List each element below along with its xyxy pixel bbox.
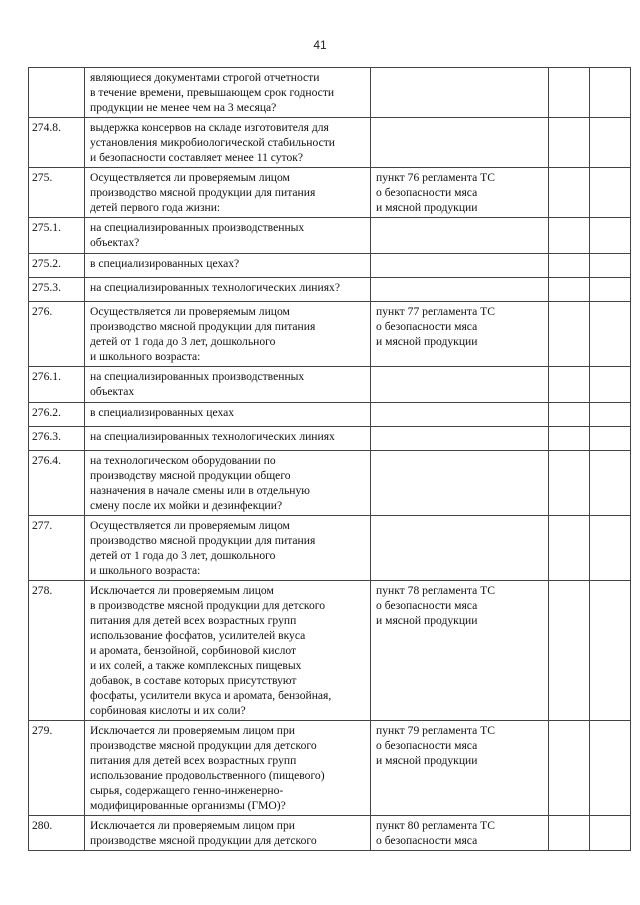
question-text: в специализированных цехах bbox=[85, 403, 371, 427]
regulation-reference bbox=[371, 403, 549, 427]
table-row bbox=[29, 118, 631, 168]
regulation-reference bbox=[371, 254, 549, 278]
question-text: Исключается ли проверяемым лицом в производстве мясной продукции для детского питания для детей всех возрастных групп использование фосфатов, усилителей вкуса и аромата, бензойной, сорбиновой кислот и их солей, а также комплексных пищевых добавок, в составе которых присутствуют фосфаты, усилители вкуса и аромата, бензойная, сорбиновая кислоты и их соли? bbox=[85, 581, 371, 721]
question-text: Осуществляется ли проверяемым лицом производство мясной продукции для питания детей от 1 года до 3 лет, дошкольного и школьного возраста: bbox=[85, 302, 371, 367]
table-row bbox=[29, 427, 631, 451]
note-cell bbox=[590, 278, 631, 302]
question-text: Исключается ли проверяемым лицом при производстве мясной продукции для детского bbox=[85, 816, 371, 851]
note-cell bbox=[590, 516, 631, 581]
table-row bbox=[29, 581, 631, 721]
item-number: 275.3. bbox=[29, 278, 85, 302]
answer-cell bbox=[549, 367, 590, 403]
answer-cell bbox=[549, 254, 590, 278]
answer-cell bbox=[549, 403, 590, 427]
table-row bbox=[29, 721, 631, 816]
regulation-reference: пункт 77 регламента ТС о безопасности мяса и мясной продукции bbox=[371, 302, 549, 367]
regulation-reference bbox=[371, 118, 549, 168]
table-row bbox=[29, 218, 631, 254]
answer-cell bbox=[549, 168, 590, 218]
note-cell bbox=[590, 451, 631, 516]
table-row bbox=[29, 451, 631, 516]
item-number: 278. bbox=[29, 581, 85, 721]
table-row bbox=[29, 367, 631, 403]
note-cell bbox=[590, 218, 631, 254]
question-text: на технологическом оборудовании по производству мясной продукции общего назначения в начале смены или в отдельную смену после их мойки и дезинфекции? bbox=[85, 451, 371, 516]
note-cell bbox=[590, 302, 631, 367]
checklist-table bbox=[28, 67, 631, 851]
item-number: 276. bbox=[29, 302, 85, 367]
table-row bbox=[29, 68, 631, 118]
answer-cell bbox=[549, 816, 590, 851]
note-cell bbox=[590, 721, 631, 816]
table-row bbox=[29, 816, 631, 851]
item-number: 276.2. bbox=[29, 403, 85, 427]
note-cell bbox=[590, 367, 631, 403]
table-row bbox=[29, 302, 631, 367]
item-number: 279. bbox=[29, 721, 85, 816]
regulation-reference: пункт 80 регламента ТС о безопасности мяса bbox=[371, 816, 549, 851]
item-number bbox=[29, 68, 85, 118]
answer-cell bbox=[549, 68, 590, 118]
item-number: 276.3. bbox=[29, 427, 85, 451]
answer-cell bbox=[549, 302, 590, 367]
answer-cell bbox=[549, 581, 590, 721]
regulation-reference bbox=[371, 451, 549, 516]
question-text: выдержка консервов на складе изготовителя для установления микробиологической стабильности и безопасности составляет менее 11 суток? bbox=[85, 118, 371, 168]
question-text: на специализированных производственных объектах? bbox=[85, 218, 371, 254]
item-number: 274.8. bbox=[29, 118, 85, 168]
note-cell bbox=[590, 427, 631, 451]
question-text: на специализированных технологических линиях? bbox=[85, 278, 371, 302]
question-text: Осуществляется ли проверяемым лицом производство мясной продукции для питания детей первого года жизни: bbox=[85, 168, 371, 218]
regulation-reference: пункт 78 регламента ТС о безопасности мяса и мясной продукции bbox=[371, 581, 549, 721]
question-text: в специализированных цехах? bbox=[85, 254, 371, 278]
table-row bbox=[29, 278, 631, 302]
answer-cell bbox=[549, 278, 590, 302]
regulation-reference bbox=[371, 218, 549, 254]
table-row bbox=[29, 168, 631, 218]
question-text: Осуществляется ли проверяемым лицом производство мясной продукции для питания детей от 1 года до 3 лет, дошкольного и школьного возраста: bbox=[85, 516, 371, 581]
note-cell bbox=[590, 581, 631, 721]
item-number: 276.1. bbox=[29, 367, 85, 403]
regulation-reference bbox=[371, 427, 549, 451]
note-cell bbox=[590, 254, 631, 278]
note-cell bbox=[590, 403, 631, 427]
question-text: Исключается ли проверяемым лицом при производстве мясной продукции для детского питания для детей всех возрастных групп использование продовольственного (пищевого) сырья, содержащего генно-инженерно- модифицированные организмы (ГМО)? bbox=[85, 721, 371, 816]
item-number: 275.2. bbox=[29, 254, 85, 278]
item-number: 275.1. bbox=[29, 218, 85, 254]
regulation-reference bbox=[371, 278, 549, 302]
item-number: 276.4. bbox=[29, 451, 85, 516]
regulation-reference: пункт 76 регламента ТС о безопасности мяса и мясной продукции bbox=[371, 168, 549, 218]
answer-cell bbox=[549, 118, 590, 168]
item-number: 280. bbox=[29, 816, 85, 851]
note-cell bbox=[590, 118, 631, 168]
regulation-reference bbox=[371, 516, 549, 581]
question-text: на специализированных технологических линиях bbox=[85, 427, 371, 451]
table-row bbox=[29, 254, 631, 278]
note-cell bbox=[590, 168, 631, 218]
regulation-reference bbox=[371, 68, 549, 118]
answer-cell bbox=[549, 427, 590, 451]
page-number: 41 bbox=[313, 38, 327, 52]
regulation-reference: пункт 79 регламента ТС о безопасности мяса и мясной продукции bbox=[371, 721, 549, 816]
question-text: на специализированных производственных объектах bbox=[85, 367, 371, 403]
answer-cell bbox=[549, 218, 590, 254]
table-row bbox=[29, 516, 631, 581]
note-cell bbox=[590, 816, 631, 851]
answer-cell bbox=[549, 721, 590, 816]
question-text: являющиеся документами строгой отчетности в течение времени, превышающем срок годности продукции не менее чем на 3 месяца? bbox=[85, 68, 371, 118]
item-number: 275. bbox=[29, 168, 85, 218]
item-number: 277. bbox=[29, 516, 85, 581]
answer-cell bbox=[549, 516, 590, 581]
table-row bbox=[29, 403, 631, 427]
note-cell bbox=[590, 68, 631, 118]
answer-cell bbox=[549, 451, 590, 516]
regulation-reference bbox=[371, 367, 549, 403]
